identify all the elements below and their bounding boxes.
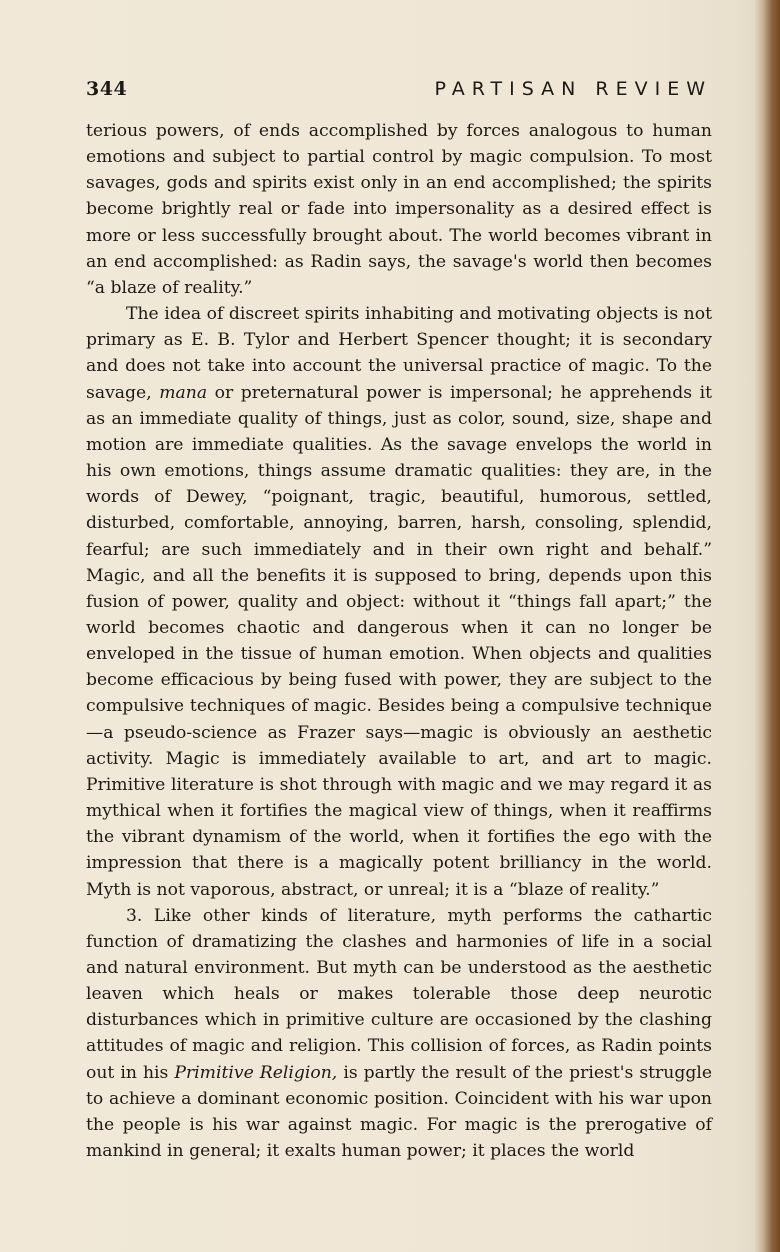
text-segment: or preternatural power is impersonal; he apprehends it as an immediate quality of things, just as color, sound, size, shape and motion are immediate qualities. As the savage envelops the world in his own emotions, things assume dramatic qualities: they are, in the words of Dewey, “poignant, tragic, beautiful, humorous, settled, disturbed, comfortable, annoying, barren, harsh, consoling, splendid, fearful; are such immediately and in their own right and behalf.” Magic, and all the benefits it is supposed to bring, depends upon this fusion of power, quality and object: without it “things fall apart;” the world becomes chaotic and dangerous when it can no longer be enveloped in the tissue of human emotion. When objects and qualities become efficacious by being fused with power, they are subject to the compulsive techniques of magic. Besides being a compulsive technique—a pseudo-science as Frazer says—magic is obviously an aesthetic activity. Magic is immediately available to art, and art to magic. Primitive literature is shot through with magic and we may regard it as mythical when it fortifies the magical view of things, when it reaffirms the vibrant dynamism of the world, when it fortifies the ego with the impression that there is a magically potent brilliancy in the world. Myth is not vaporous, abstract, or unreal; it is a “blaze of reality.” bbox=[86, 382, 712, 900]
running-head: PARTISAN REVIEW bbox=[434, 78, 712, 100]
body-text bbox=[86, 118, 712, 1164]
book-spine-shadow bbox=[754, 0, 780, 1252]
paragraph-continued bbox=[86, 118, 712, 301]
text-segment: 3. Like other kinds of literature, myth performs the cathartic function of dramatizing the clashes and harmonies of life in a social and natural environment. But myth can be understood as the aesthetic leaven which heals or makes tolerable those deep neurotic disturbances which in primitive culture are occasioned by the clashing attitudes of magic and religion. This collision of forces, as Radin points out in his bbox=[86, 905, 712, 1083]
text-segment: The idea of discreet spirits inhabiting and motivating objects is not primary as E. B. Tylor and Herbert Spencer thought; it is secondary and does not take into account the universal practice of magic. To the savage, bbox=[86, 304, 712, 403]
italic-book-title: Primitive Religion, bbox=[174, 1062, 338, 1083]
paragraph-section-3 bbox=[86, 903, 712, 1165]
page-header bbox=[86, 78, 712, 104]
page-number: 344 bbox=[86, 78, 128, 100]
italic-term-mana: mana bbox=[159, 382, 208, 403]
text-segment: terious powers, of ends accomplished by forces analogous to human emotions and subject to partial control by magic compulsion. To most savages, gods and spirits exist only in an end accomplished; the spirits become brightly real or fade into impersonality as a desired effect is more or less successfully brought about. The world becomes vibrant in an end accomplished: as Radin says, the savage's world then becomes “a blaze of reality.” bbox=[86, 121, 712, 298]
text-segment: is partly the result of the priest's struggle to achieve a dominant economic position. Coincident with his war upon the people is his war against magic. For magic is the prerogative of mankind in general; it exalts human power; it places the world bbox=[86, 1062, 713, 1162]
paragraph-spirits bbox=[86, 301, 712, 903]
